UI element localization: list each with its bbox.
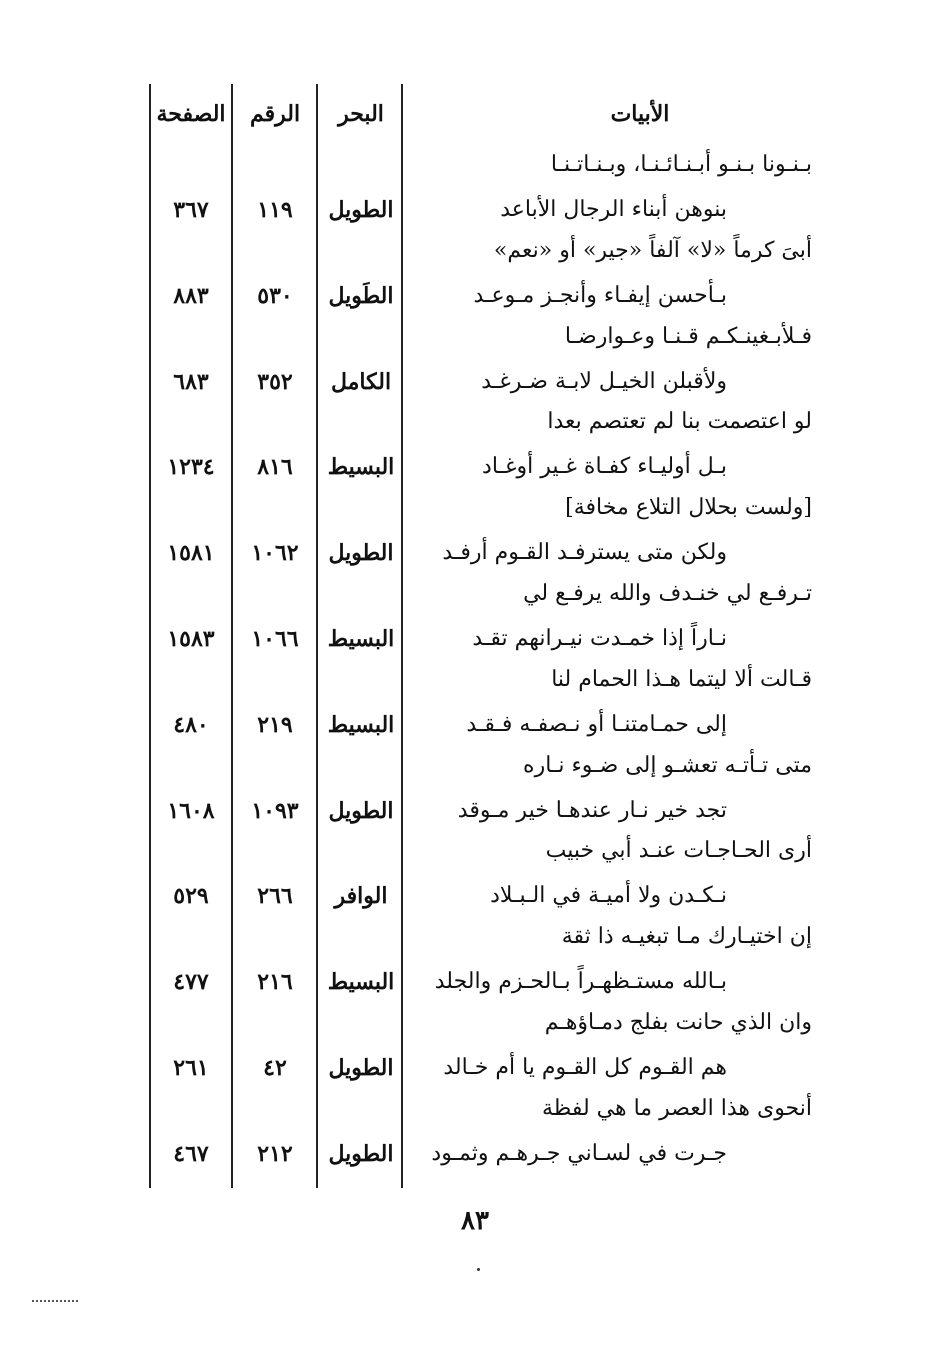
- ink-specks: [32, 1300, 78, 1306]
- verse-second-hemistich: بنوهن أبناء الرجال الأباعد: [500, 197, 727, 222]
- number-cell: ٨١٦: [257, 454, 293, 480]
- verse-second-hemistich: بـالله مستـظهـراً بـالحـزم والجلد: [434, 969, 727, 994]
- verse-first-hemistich: أرى الحـاجـات عنـد أبي خبيب: [545, 838, 812, 863]
- column-rule-meter: [401, 84, 403, 1188]
- header-verses: الأبيات: [610, 101, 670, 127]
- number-cell: ٢١٢: [257, 1141, 293, 1167]
- header-meter: البحر: [338, 101, 384, 127]
- ink-dot: [477, 1268, 480, 1271]
- meter-cell: البسيط: [327, 712, 395, 738]
- page-cell: ١٦٠٨: [167, 798, 215, 824]
- column-rule-number: [316, 84, 318, 1188]
- page-cell: ١٥٨٣: [167, 626, 215, 652]
- meter-cell: الطويل: [328, 197, 394, 223]
- verse-second-hemistich: ولأقبلن الخيـل لابـة ضـرغـد: [481, 369, 727, 394]
- verse-second-hemistich: إلى حمـامتنـا أو نـصفـه فـقـد: [466, 712, 727, 737]
- verse-first-hemistich: وان الذي حانت بفلج دمـاؤهـم: [544, 1010, 812, 1035]
- number-cell: ٥٣٠: [257, 283, 293, 309]
- meter-cell: الطَويل: [328, 283, 394, 309]
- page-cell: ٨٨٣: [173, 283, 209, 309]
- verse-second-hemistich: تجد خير نـار عندهـا خير مـوقد: [457, 798, 727, 823]
- page-number: ٨٣: [461, 1206, 489, 1236]
- verse-first-hemistich: أبىَ كرماً «لا» آلفاً «جير» أو «نعم»: [493, 238, 812, 263]
- verse-second-hemistich: ولكن متى يسترفـد القـوم أرفـد: [442, 540, 727, 565]
- number-cell: ١٠٦٢: [251, 540, 299, 566]
- number-cell: ٢١٩: [257, 712, 293, 738]
- meter-cell: الكامل: [330, 369, 392, 395]
- number-cell: ٤٢: [263, 1055, 287, 1081]
- verse-first-hemistich: تـرفـع لي خنـدف والله يرفـع لي: [523, 581, 812, 606]
- meter-cell: الطويل: [328, 1141, 394, 1167]
- verse-first-hemistich: متى تـأتـه تعشـو إلى ضـوء نـاره: [523, 753, 812, 778]
- page-cell: ٤٧٧: [173, 969, 209, 995]
- column-rule-page: [231, 84, 233, 1188]
- verse-second-hemistich: جـرت في لسـاني جـرهـم وثمـود: [431, 1141, 727, 1166]
- page-cell: ٢٦١: [173, 1055, 209, 1081]
- verse-first-hemistich: فـلأبـغينـكـم قـنـا وعـوارضـا: [564, 324, 812, 349]
- verse-first-hemistich: لو اعتصمت بنا لم تعتصم بعدا: [547, 409, 812, 434]
- page-cell: ١٥٨١: [167, 540, 215, 566]
- meter-cell: البسيط: [327, 454, 395, 480]
- meter-cell: الطويل: [328, 798, 394, 824]
- number-cell: ٢٦٦: [257, 883, 293, 909]
- verse-first-hemistich: أنحوى هذا العصر ما هي لفظة: [542, 1096, 812, 1121]
- page-cell: ٤٦٧: [173, 1141, 209, 1167]
- page-cell: ٥٢٩: [173, 883, 209, 909]
- verse-second-hemistich: نـكـدن ولا أميـة في الـبـلاد: [490, 883, 727, 908]
- number-cell: ١١٩: [257, 197, 293, 223]
- page-cell: ٦٨٣: [173, 369, 209, 395]
- number-cell: ٢١٦: [257, 969, 293, 995]
- verse-first-hemistich: بـنـونا بـنـو أبـنـائـنـا، وبـنـاتـنـا: [550, 152, 812, 177]
- number-cell: ١٠٦٦: [251, 626, 299, 652]
- verse-first-hemistich: قـالت ألا ليتما هـذا الحمام لنا: [551, 667, 812, 692]
- verse-second-hemistich: نـاراً إذا خمـدت نيـرانهم تقـد: [472, 626, 727, 651]
- page-cell: ٤٨٠: [173, 712, 209, 738]
- verse-first-hemistich: [ولست بحلال التلاع مخافة]: [565, 495, 812, 520]
- header-number: الرقم: [249, 101, 301, 127]
- page-cell: ١٢٣٤: [167, 454, 215, 480]
- meter-cell: الطويل: [328, 540, 394, 566]
- header-page: الصفحة: [156, 101, 226, 127]
- meter-cell: الوافر: [334, 883, 388, 909]
- verse-second-hemistich: هم القـوم كل القـوم يا أم خـالد: [443, 1055, 727, 1080]
- column-rule-left: [149, 84, 151, 1188]
- page-cell: ٣٦٧: [173, 197, 209, 223]
- verse-second-hemistich: بـل أوليـاء كفـاة غـير أوغـاد: [482, 454, 727, 479]
- verse-first-hemistich: إن اختيـارك مـا تبغيـه ذا ثقة: [561, 924, 812, 949]
- number-cell: ٣٥٢: [257, 369, 293, 395]
- number-cell: ١٠٩٣: [251, 798, 299, 824]
- meter-cell: البسيط: [327, 626, 395, 652]
- meter-cell: الطويل: [328, 1055, 394, 1081]
- meter-cell: البسيط: [327, 969, 395, 995]
- verse-second-hemistich: بـأحسن إيفـاء وأنجـز مـوعـد: [473, 283, 727, 308]
